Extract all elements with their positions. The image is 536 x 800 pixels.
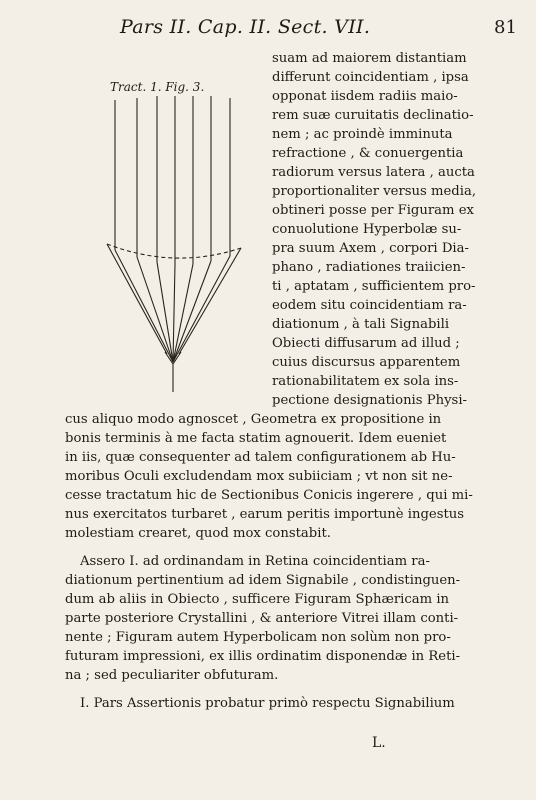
text-line: conuolutione Hyperbolæ su-: [272, 222, 462, 237]
text-line: Assero I. ad ordinandam in Retina coincidentiam ra-: [80, 554, 430, 569]
text-line: nem ; ac proindè imminuta: [272, 127, 453, 142]
text-line: nente ; Figuram autem Hyperbolicam non solùm non pro-: [65, 630, 451, 645]
running-head: Pars II. Cap. II. Sect. VII.: [120, 16, 371, 38]
text-line: cus aliquo modo agnoscet , Geometra ex propositione in: [65, 412, 442, 427]
text-line: bonis terminis à me facta statim agnouerit. Idem eueniet: [65, 431, 447, 446]
text-line: radiorum versus latera , aucta: [272, 165, 475, 180]
text-line: in iis, quæ consequenter ad talem configurationem ab Hu-: [65, 450, 456, 465]
text-line: parte posteriore Crystallini , & anteriore Vitrei illam conti-: [65, 611, 459, 626]
page-number: 81: [494, 17, 517, 38]
text-line: diationum pertinentium ad idem Signabile , condistinguen-: [65, 573, 461, 588]
text-line: phano , radiationes traiicien-: [272, 260, 466, 275]
text-line: cuius discursus apparentem: [272, 355, 461, 370]
figure-caption: Tract. 1. Fig. 3.: [110, 80, 205, 94]
text-line: rationabilitatem ex sola ins-: [272, 374, 459, 389]
text-line: ti , aptatam , sufficientem pro-: [272, 279, 476, 294]
text-line: proportionaliter versus media,: [272, 184, 477, 199]
text-line: molestiam crearet, quod mox constabit.: [65, 526, 331, 541]
refracted-ray-6: [173, 261, 211, 362]
text-line: opponat iisdem radiis maio-: [272, 89, 458, 104]
catchword: L.: [372, 735, 386, 751]
text-line: refractione , & conuergentia: [272, 146, 464, 161]
text-line: pectione designationis Physi-: [272, 393, 467, 408]
text-line: diationum , à tali Signabili: [272, 317, 450, 332]
refracted-ray-4: [173, 264, 175, 362]
text-line: pra suum Axem , corpori Dia-: [272, 241, 469, 256]
text-line: cesse tractatum hic de Sectionibus Conicis ingerere , qui mi-: [65, 488, 473, 503]
text-line: Obiecti diffusarum ad illud ;: [272, 336, 460, 351]
text-line: futuram impressioni, ex illis ordinatim disponendæ in Reti-: [65, 649, 461, 664]
text-line: obtineri posse per Figuram ex: [272, 203, 474, 218]
lens-diagram: [95, 72, 275, 402]
text-line: moribus Oculi excludendam mox subiiciam ; vt non sit ne-: [65, 469, 453, 484]
refracted-ray-7: [173, 256, 230, 362]
figure-hyperbolic-lens: [95, 72, 275, 402]
text-line: differunt coincidentiam , ipsa: [272, 70, 469, 85]
text-line: nus exercitatos turbaret , earum peritis importunè ingestus: [65, 507, 465, 522]
paragraph-proof: I. Pars Assertionis probatur primò respectu Signabilium: [80, 696, 455, 711]
text-line: suam ad maiorem distantiam: [272, 51, 467, 66]
hyperbolic-surface: [107, 244, 241, 258]
lens-edge-left: [107, 244, 167, 354]
text-line: dum ab aliis in Obiecto , sufficere Figuram Sphæricam in: [65, 592, 450, 607]
text-line: na ; sed peculiariter obfuturam.: [65, 668, 279, 683]
text-line: rem suæ curuitatis declinatio-: [272, 108, 474, 123]
text-line: eodem situ coincidentiam ra-: [272, 298, 467, 313]
